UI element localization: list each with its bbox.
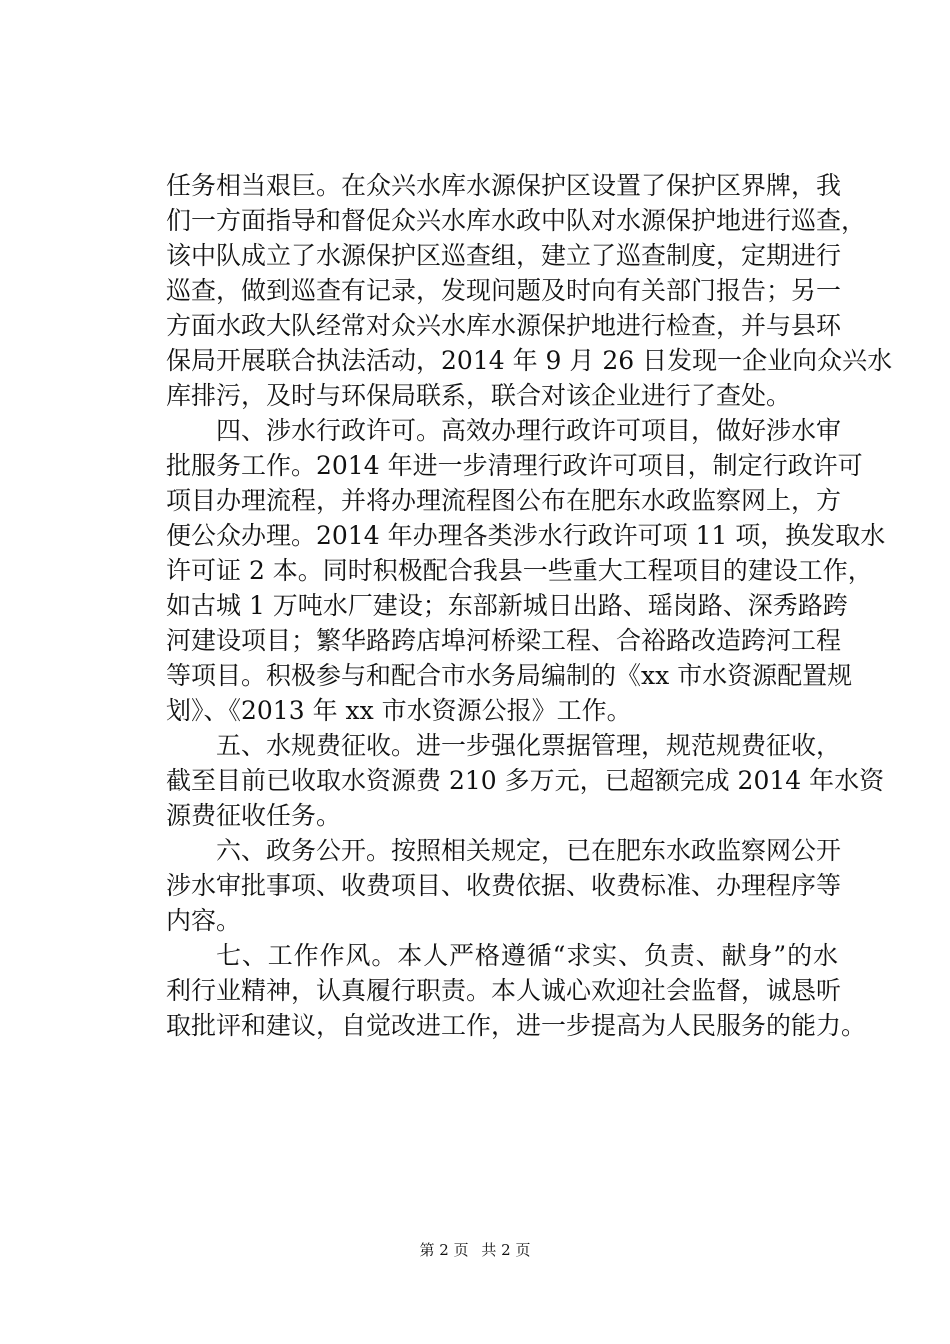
- paragraph: [166, 728, 885, 833]
- text-line: 批服务工作。2014 年进一步清理行政许可项目，制定行政许可: [166, 451, 863, 480]
- text-line: 划》、《2013 年 xx 市水资源公报》工作。: [166, 696, 632, 725]
- text-line: 项目办理流程，并将办理流程图公布在肥东水政监察网上，方: [166, 486, 842, 515]
- text-line: 截至目前已收取水资源费 210 多万元，已超额完成 2014 年水资: [166, 766, 885, 795]
- text-line: 巡查，做到巡查有记录，发现问题及时向有关部门报告；另一: [166, 276, 842, 305]
- document-body: [166, 168, 893, 1043]
- text-line: 如古城 1 万吨水厂建设；东部新城日出路、瑶岗路、深秀路跨: [166, 591, 848, 620]
- text-line: 四、涉水行政许可。高效办理行政许可项目，做好涉水审: [216, 416, 842, 445]
- text-line: 六、政务公开。按照相关规定，已在肥东水政监察网公开: [216, 836, 842, 865]
- page-total: 共 2 页: [481, 1241, 531, 1259]
- text-line: 七、工作作风。本人严格遵循“求实、负责、献身”的水: [216, 941, 838, 970]
- page-number: 第 2 页: [419, 1241, 469, 1259]
- paragraph: [166, 168, 893, 413]
- text-line: 河建设项目；繁华路跨店埠河桥梁工程、合裕路改造跨河工程: [166, 626, 842, 655]
- text-line: 等项目。积极参与和配合市水务局编制的《xx 市水资源配置规: [166, 661, 853, 690]
- text-line: 任务相当艰巨。在众兴水库水源保护区设置了保护区界牌，我: [166, 171, 842, 200]
- text-line: 们一方面指导和督促众兴水库水政中队对水源保护地进行巡查，: [166, 206, 867, 235]
- paragraph: [166, 938, 867, 1043]
- text-line: 利行业精神，认真履行职责。本人诚心欢迎社会监督，诚恳听: [166, 976, 842, 1005]
- text-line: 源费征收任务。: [166, 801, 342, 830]
- text-line: 库排污，及时与环保局联系，联合对该企业进行了查处。: [166, 381, 792, 410]
- page-footer: [0, 1240, 950, 1260]
- text-line: 涉水审批事项、收费项目、收费依据、收费标准、办理程序等: [166, 871, 842, 900]
- paragraph: [166, 413, 886, 728]
- text-line: 许可证 2 本。同时积极配合我县一些重大工程项目的建设工作，: [166, 556, 873, 585]
- paragraph: [166, 833, 842, 938]
- text-line: 便公众办理。2014 年办理各类涉水行政许可项 11 项，换发取水: [166, 521, 886, 550]
- text-line: 方面水政大队经常对众兴水库水源保护地进行检查，并与县环: [166, 311, 842, 340]
- text-line: 内容。: [166, 906, 242, 935]
- text-line: 该中队成立了水源保护区巡查组，建立了巡查制度，定期进行: [166, 241, 842, 270]
- text-line: 保局开展联合执法活动，2014 年 9 月 26 日发现一企业向众兴水: [166, 346, 893, 375]
- text-line: 取批评和建议，自觉改进工作，进一步提高为人民服务的能力。: [166, 1011, 867, 1040]
- text-line: 五、水规费征收。进一步强化票据管理，规范规费征收，: [216, 731, 842, 760]
